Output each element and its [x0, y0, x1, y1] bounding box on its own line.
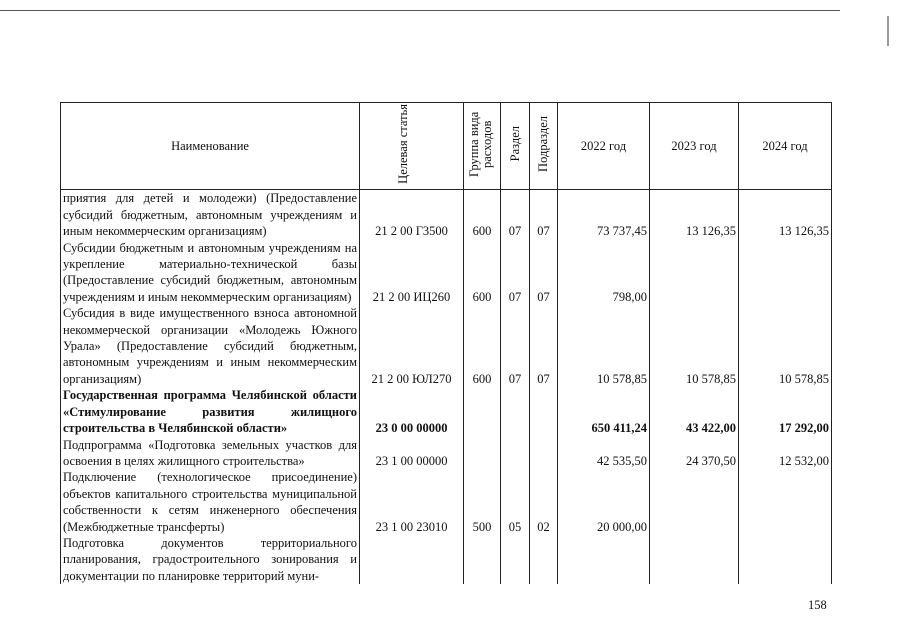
row-group	[464, 437, 501, 470]
table-row	[61, 469, 832, 535]
row-code: 21 2 00 ЮЛ270	[360, 305, 464, 387]
table-row	[61, 190, 832, 240]
header-target-article: Целевая статья	[360, 103, 464, 190]
row-name: Подпрограмма «Подготовка земельных участков для освоения в целях жилищного строительства»	[61, 437, 360, 470]
row-2023: 13 126,35	[650, 190, 739, 240]
row-code: 21 2 00 Г3500	[360, 190, 464, 240]
row-2023: 10 578,85	[650, 305, 739, 387]
header-expense-group: Группа вида расходов	[464, 103, 501, 190]
row-group	[464, 535, 501, 584]
row-2023: 24 370,50	[650, 437, 739, 470]
table-row	[61, 437, 832, 470]
row-2024: 13 126,35	[739, 190, 832, 240]
top-rule	[0, 10, 840, 11]
row-section: 07	[501, 305, 530, 387]
row-subsection: 07	[530, 190, 558, 240]
row-name: Подключение (технологическое присоединение) объектов капитального строительства муниципальной собственности к сетям инженерного обеспечения (Межбюджетные трансферты)	[61, 469, 360, 535]
row-subsection: 02	[530, 469, 558, 535]
row-2022: 650 411,24	[558, 387, 650, 436]
budget-table	[60, 102, 832, 584]
row-code: 23 1 00 00000	[360, 437, 464, 470]
row-subsection	[530, 387, 558, 436]
row-2022: 10 578,85	[558, 305, 650, 387]
table-header-row	[61, 103, 832, 190]
row-section	[501, 437, 530, 470]
scan-edge-mark	[887, 16, 889, 46]
row-name: Подготовка документов территориального планирования, градостроительного зонирования и документации по планировке территорий муни-	[61, 535, 360, 584]
row-2022: 73 737,45	[558, 190, 650, 240]
row-2024	[739, 535, 832, 584]
row-group: 600	[464, 305, 501, 387]
row-section	[501, 387, 530, 436]
row-name: приятия для детей и молодежи) (Предоставление субсидий бюджетным, автономным учреждениям и иным некоммерческим организациям)	[61, 190, 360, 240]
header-section: Раздел	[501, 103, 530, 190]
row-2022: 798,00	[558, 240, 650, 306]
row-group: 600	[464, 190, 501, 240]
row-group	[464, 387, 501, 436]
row-section: 07	[501, 190, 530, 240]
row-2024	[739, 240, 832, 306]
page-number: 158	[808, 598, 827, 612]
header-year-2023: 2023 год	[650, 103, 739, 190]
row-2023: 43 422,00	[650, 387, 739, 436]
row-code: 23 0 00 00000	[360, 387, 464, 436]
header-subsection: Подраздел	[530, 103, 558, 190]
row-2022	[558, 535, 650, 584]
row-2024: 12 532,00	[739, 437, 832, 470]
table-row	[61, 535, 832, 584]
row-code: 23 1 00 23010	[360, 469, 464, 535]
table-row	[61, 305, 832, 387]
row-2023	[650, 469, 739, 535]
row-code	[360, 535, 464, 584]
table-row	[61, 240, 832, 306]
row-2024: 10 578,85	[739, 305, 832, 387]
row-section	[501, 535, 530, 584]
row-group: 600	[464, 240, 501, 306]
table-row-program	[61, 387, 832, 436]
row-subsection: 07	[530, 240, 558, 306]
row-group: 500	[464, 469, 501, 535]
header-name: Наименование	[61, 103, 360, 190]
row-2024	[739, 469, 832, 535]
row-name: Субсидии бюджетным и автономным учреждениям на укрепление материально-технической базы (Предоставление субсидий бюджетным, автономным учреждениям и иным некоммерческим организациям)	[61, 240, 360, 306]
row-subsection	[530, 437, 558, 470]
row-code: 21 2 00 ИЦ260	[360, 240, 464, 306]
row-section: 05	[501, 469, 530, 535]
row-section: 07	[501, 240, 530, 306]
row-2022: 42 535,50	[558, 437, 650, 470]
header-year-2022: 2022 год	[558, 103, 650, 190]
row-2022: 20 000,00	[558, 469, 650, 535]
row-2024: 17 292,00	[739, 387, 832, 436]
header-year-2024: 2024 год	[739, 103, 832, 190]
row-2023	[650, 240, 739, 306]
row-subsection: 07	[530, 305, 558, 387]
row-subsection	[530, 535, 558, 584]
row-name: Субсидия в виде имущественного взноса автономной некоммерческой организации «Молодежь Южного Урала» (Предоставление субсидий бюджетным, автономным учреждениям и иным некоммерческим организациям)	[61, 305, 360, 387]
row-2023	[650, 535, 739, 584]
row-name: Государственная программа Челябинской области «Стимулирование развития жилищного строительства в Челябинской области»	[61, 387, 360, 436]
